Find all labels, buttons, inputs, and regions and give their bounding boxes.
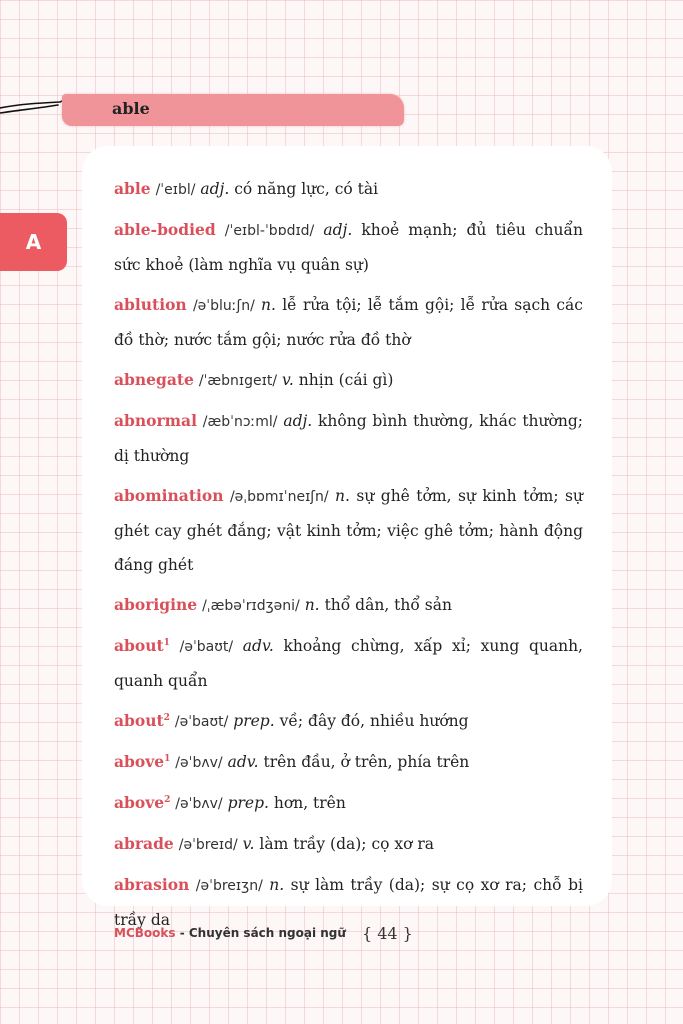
entry-headword: abomination bbox=[114, 486, 224, 505]
entry-headword-group bbox=[114, 486, 223, 505]
entry-headword: aborigine bbox=[114, 595, 198, 614]
entries-list bbox=[114, 172, 583, 943]
entry-pronunciation: /æbˈnɔːml/ bbox=[202, 414, 278, 430]
entry-definition: thổ dân, thổ sản bbox=[324, 596, 452, 614]
entry-pronunciation: /ˈæbnɪgeɪt/ bbox=[198, 373, 278, 389]
entry-pronunciation: /əˈbreɪʒn/ bbox=[195, 878, 263, 894]
letter-tab-label: A bbox=[25, 230, 42, 254]
entry-pronunciation: /əˌbɒmɪˈneɪʃn/ bbox=[229, 489, 329, 505]
entry-headword: abrasion bbox=[114, 875, 190, 894]
entry-headword-group bbox=[114, 179, 151, 198]
entry-part-of-speech: n. bbox=[261, 296, 276, 314]
entry-headword-group bbox=[114, 411, 197, 430]
entry-part-of-speech: v. bbox=[242, 835, 255, 853]
dictionary-entry bbox=[114, 745, 583, 780]
footer bbox=[114, 918, 414, 948]
footer-brand-name: MCBooks bbox=[114, 926, 176, 940]
entry-pronunciation: /əˈbʌv/ bbox=[175, 755, 223, 771]
entry-headword-group bbox=[114, 595, 197, 614]
entry-definition: khoẻ mạnh; đủ tiêu chuẩn sức khoẻ (làm nghĩa vụ quân sự) bbox=[114, 221, 583, 274]
entry-part-of-speech: adj. bbox=[283, 412, 313, 430]
header-word: able bbox=[112, 99, 150, 118]
dictionary-entry bbox=[114, 827, 583, 862]
entry-headword-group bbox=[114, 875, 189, 894]
entry-definition: về; đây đó, nhiều hướng bbox=[279, 712, 469, 730]
entry-headword-group bbox=[114, 370, 194, 389]
entry-headword: ablution bbox=[114, 295, 187, 314]
entry-headword: able bbox=[114, 179, 151, 198]
dictionary-entry bbox=[114, 363, 583, 398]
entry-definition: khoảng chừng, xấp xỉ; xung quanh, quanh quẩn bbox=[114, 637, 583, 690]
entry-part-of-speech: n. bbox=[335, 487, 350, 505]
entry-definition: làm trầy (da); cọ xơ ra bbox=[259, 835, 435, 853]
entry-definition: có năng lực, có tài bbox=[234, 180, 379, 198]
entry-sense-number: 2 bbox=[164, 794, 171, 805]
entry-headword: above bbox=[114, 752, 165, 771]
entry-headword-group bbox=[114, 793, 170, 812]
dictionary-entry bbox=[114, 213, 583, 282]
dictionary-entry bbox=[114, 629, 583, 698]
entry-headword: about bbox=[114, 711, 164, 730]
entry-part-of-speech: n. bbox=[304, 596, 320, 614]
entry-part-of-speech: adv. bbox=[227, 753, 259, 771]
entry-pronunciation: /əˈbluːʃn/ bbox=[192, 298, 255, 314]
entry-part-of-speech: prep. bbox=[233, 712, 275, 730]
entry-headword: above bbox=[114, 793, 165, 812]
entry-headword: abnormal bbox=[114, 411, 197, 430]
entry-sense-number: 2 bbox=[163, 712, 170, 723]
entry-headword: abnegate bbox=[114, 370, 194, 389]
entry-definition: trên đầu, ở trên, phía trên bbox=[263, 753, 470, 771]
entry-part-of-speech: adv. bbox=[242, 637, 274, 655]
footer-brand bbox=[114, 926, 346, 940]
dictionary-entry bbox=[114, 404, 583, 473]
entry-headword-group bbox=[114, 834, 174, 853]
entry-definition: sự ghê tởm, sự kinh tởm; sự ghét cay ghét đắng; vật kinh tởm; việc ghê tởm; hành động đáng ghét bbox=[114, 487, 583, 574]
entry-headword: abrade bbox=[114, 834, 174, 853]
entry-part-of-speech: prep. bbox=[227, 794, 269, 812]
entry-pronunciation: /ˈeɪbl/ bbox=[155, 182, 196, 198]
entry-definition: không bình thường, khác thường; dị thường bbox=[114, 412, 583, 465]
entry-definition: lễ rửa tội; lễ tắm gội; lễ rửa sạch các đồ thờ; nước tắm gội; nước rửa đồ thờ bbox=[114, 296, 583, 349]
entry-part-of-speech: adj. bbox=[200, 180, 230, 198]
entry-sense-number: 1 bbox=[164, 753, 171, 764]
entry-part-of-speech: v. bbox=[281, 371, 294, 389]
dictionary-entry bbox=[114, 288, 583, 357]
dictionary-entry bbox=[114, 172, 583, 207]
entry-sense-number: 1 bbox=[163, 637, 170, 648]
entry-pronunciation: /ˌæbəˈrɪdʒəni/ bbox=[202, 598, 300, 614]
footer-brand-tagline: - Chuyên sách ngoại ngữ bbox=[175, 926, 346, 940]
entry-part-of-speech: adj. bbox=[323, 221, 353, 239]
dictionary-entry bbox=[114, 786, 583, 821]
entry-pronunciation: /əˈbʌv/ bbox=[175, 796, 223, 812]
entry-headword: about bbox=[114, 636, 164, 655]
entry-pronunciation: /əˈbaʊt/ bbox=[174, 714, 229, 730]
page-number: { 44 } bbox=[361, 923, 413, 943]
entry-definition: nhịn (cái gì) bbox=[298, 371, 394, 389]
dictionary-entry bbox=[114, 588, 583, 623]
entry-headword-group bbox=[114, 295, 187, 314]
entry-pronunciation: /əˈbaʊt/ bbox=[179, 639, 234, 655]
header-band bbox=[62, 94, 404, 126]
entry-headword-group bbox=[114, 636, 170, 655]
letter-tab bbox=[0, 213, 67, 271]
entry-part-of-speech: n. bbox=[269, 876, 285, 894]
entry-headword-group bbox=[114, 752, 170, 771]
dictionary-entry bbox=[114, 704, 583, 739]
entry-definition: sự làm trầy (da); sự cọ xơ ra; chỗ bị trầy da bbox=[114, 876, 583, 929]
entry-headword: able-bodied bbox=[114, 220, 216, 239]
entry-headword-group bbox=[114, 711, 170, 730]
dictionary-entry bbox=[114, 479, 583, 582]
entry-pronunciation: /əˈbreɪd/ bbox=[178, 837, 238, 853]
entry-pronunciation: /ˈeɪbl-ˈbɒdɪd/ bbox=[224, 223, 315, 239]
entry-headword-group bbox=[114, 220, 216, 239]
entry-definition: hơn, trên bbox=[273, 794, 346, 812]
